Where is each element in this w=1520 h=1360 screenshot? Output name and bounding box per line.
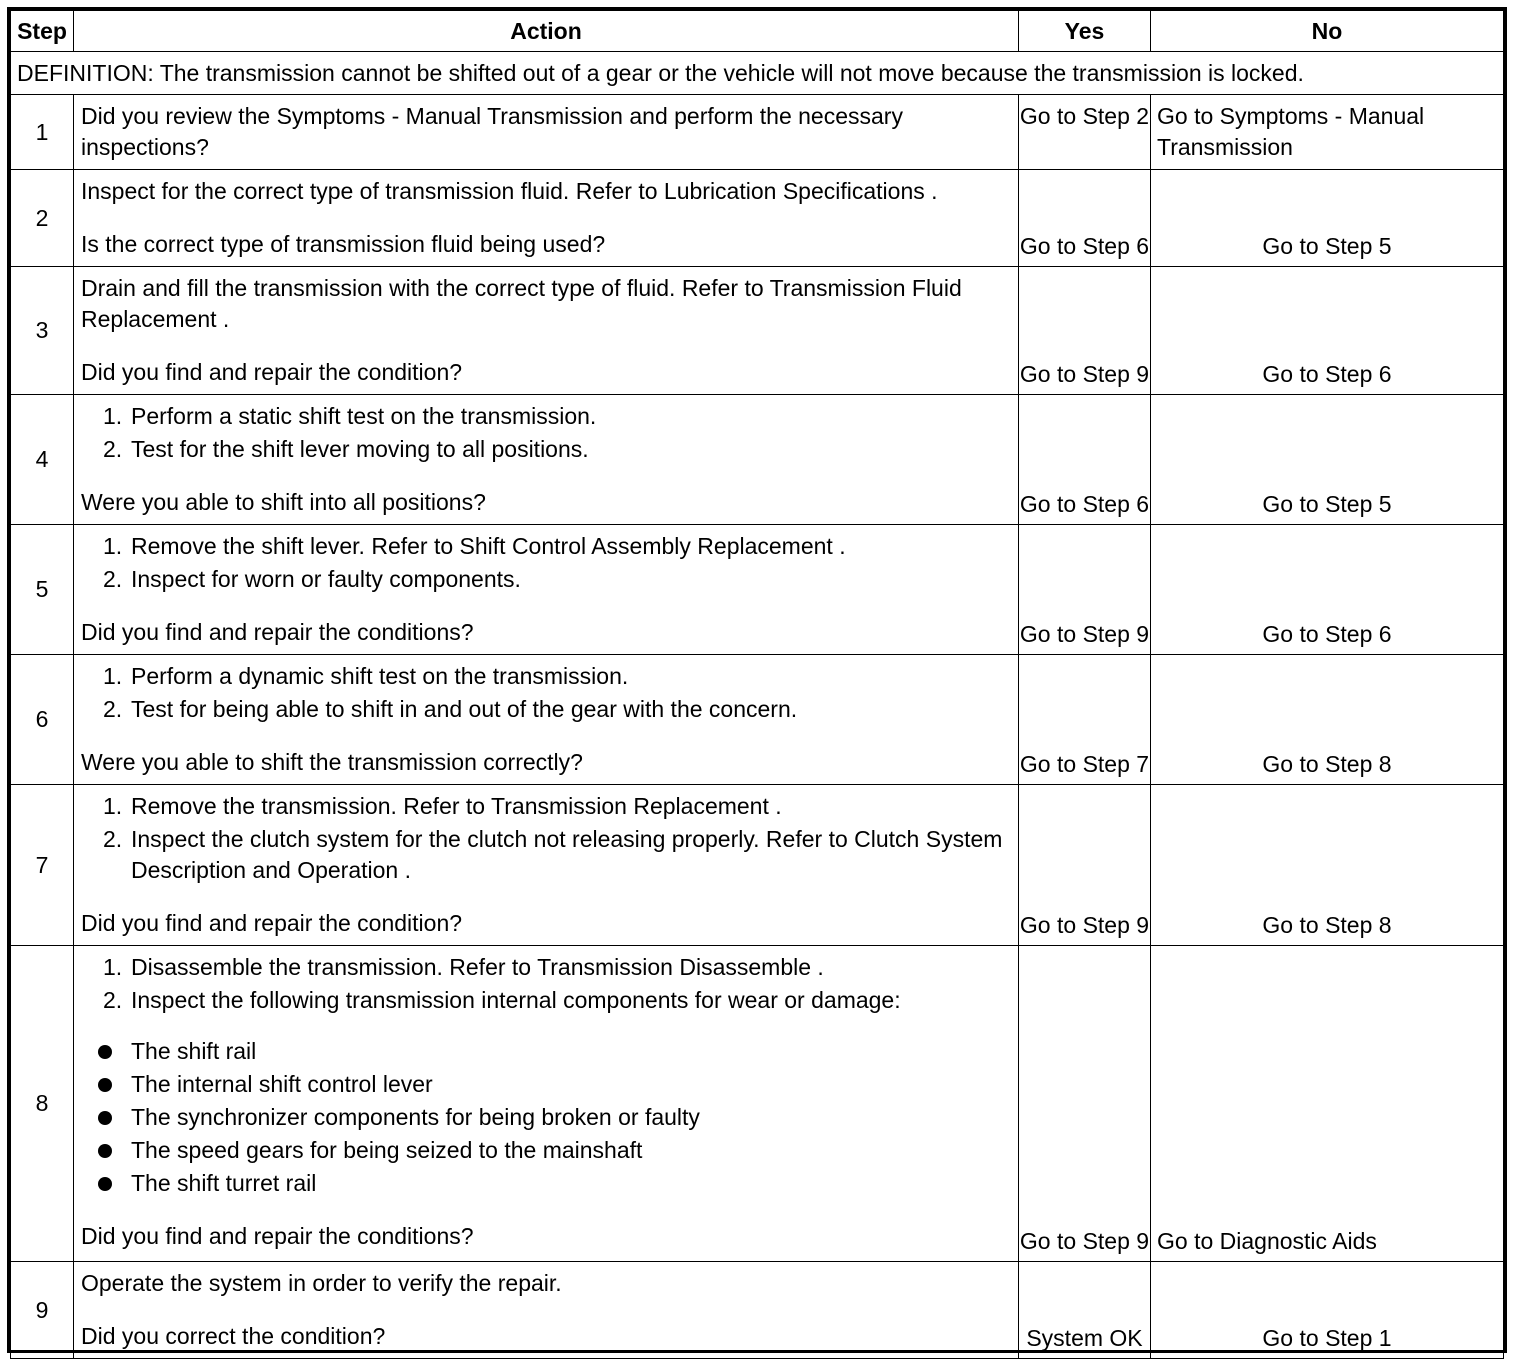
step-row-4 [11, 395, 1504, 525]
no-result: Go to Step 6 [1151, 267, 1504, 395]
yes-result: Go to Step 9 [1019, 525, 1151, 655]
action-question: Did you correct the condition? [81, 1323, 386, 1349]
bullet-icon [81, 1135, 131, 1166]
step-row-9 [11, 1262, 1504, 1359]
header-action: Action [74, 11, 1019, 52]
action-question: Did you find and repair the condition? [81, 910, 463, 936]
header-yes: Yes [1019, 11, 1151, 52]
yes-result: Go to Step 9 [1019, 946, 1151, 1262]
yes-result: Go to Step 9 [1019, 267, 1151, 395]
step-row-5 [11, 525, 1504, 655]
no-result: Go to Step 1 [1151, 1262, 1504, 1359]
list-item: 2. Test for being able to shift in and out of the gear with the concern. [103, 696, 798, 722]
step-row-8 [11, 946, 1504, 1262]
header-row [11, 11, 1504, 52]
step-row-3 [11, 267, 1504, 395]
step-action [74, 1262, 1019, 1359]
bullet-list [81, 1036, 1012, 1199]
definition-row [11, 52, 1504, 95]
step-action [74, 395, 1019, 525]
bullet-item: The synchronizer components for being broken or faulty [81, 1102, 1012, 1133]
action-question: Did you find and repair the conditions? [81, 1223, 474, 1249]
step-row-6 [11, 655, 1504, 785]
action-text: Inspect for the correct type of transmission fluid. Refer to Lubrication Specifications . [81, 178, 938, 204]
step-action [74, 655, 1019, 785]
step-number: 8 [11, 946, 74, 1262]
step-number: 6 [11, 655, 74, 785]
bullet-icon [81, 1168, 131, 1199]
step-number: 9 [11, 1262, 74, 1359]
no-result: Go to Diagnostic Aids [1151, 946, 1504, 1262]
step-number: 5 [11, 525, 74, 655]
bullet-item: The shift rail [81, 1036, 1012, 1067]
step-action [74, 170, 1019, 267]
list-item: 1. Disassemble the transmission. Refer to Transmission Disassemble . [103, 954, 824, 980]
step-action [74, 267, 1019, 395]
step-number: 4 [11, 395, 74, 525]
no-result: Go to Step 8 [1151, 655, 1504, 785]
list-item: 2. Inspect for worn or faulty components. [103, 566, 521, 592]
numbered-list [81, 661, 1012, 725]
diagnostic-table [10, 10, 1504, 1359]
action-text: Did you review the Symptoms - Manual Transmission and perform the necessary inspections? [81, 103, 903, 160]
step-number: 2 [11, 170, 74, 267]
step-number: 1 [11, 95, 74, 170]
header-no: No [1151, 11, 1504, 52]
step-number: 7 [11, 785, 74, 946]
list-item: 1. Remove the shift lever. Refer to Shift Control Assembly Replacement . [103, 533, 846, 559]
bullet-icon [81, 1069, 131, 1100]
no-result: Go to Step 8 [1151, 785, 1504, 946]
action-question: Did you find and repair the condition? [81, 359, 463, 385]
list-item: 1. Perform a static shift test on the transmission. [103, 403, 597, 429]
step-row-2 [11, 170, 1504, 267]
no-result: Go to Step 5 [1151, 170, 1504, 267]
yes-result: Go to Step 9 [1019, 785, 1151, 946]
action-text: Drain and fill the transmission with the correct type of fluid. Refer to Transmission Fluid Replacement . [81, 275, 962, 332]
list-item: 2. Test for the shift lever moving to all positions. [103, 436, 589, 462]
diagnostic-table-frame [7, 7, 1507, 1353]
bullet-icon [81, 1102, 131, 1133]
yes-result: Go to Step 7 [1019, 655, 1151, 785]
yes-result: Go to Step 6 [1019, 170, 1151, 267]
action-question: Is the correct type of transmission fluid being used? [81, 231, 606, 257]
step-action [74, 946, 1019, 1262]
list-item: 2. Inspect the following transmission internal components for wear or damage: [103, 987, 901, 1013]
action-question: Were you able to shift the transmission correctly? [81, 749, 583, 775]
step-action [74, 525, 1019, 655]
bullet-icon [81, 1036, 131, 1067]
action-text: Operate the system in order to verify the repair. [81, 1270, 562, 1296]
no-result: Go to Step 5 [1151, 395, 1504, 525]
list-item: 2. Inspect the clutch system for the clutch not releasing properly. Refer to Clutch System Description and Operation . [103, 826, 1003, 883]
step-row-7 [11, 785, 1504, 946]
action-question: Did you find and repair the conditions? [81, 619, 474, 645]
header-step: Step [11, 11, 74, 52]
yes-result: Go to Step 2 [1019, 95, 1151, 170]
numbered-list [81, 791, 1012, 886]
no-result: Go to Step 6 [1151, 525, 1504, 655]
bullet-item: The speed gears for being seized to the mainshaft [81, 1135, 1012, 1166]
step-row-1 [11, 95, 1504, 170]
step-number: 3 [11, 267, 74, 395]
definition-text: DEFINITION: The transmission cannot be shifted out of a gear or the vehicle will not move because the transmission is locked. [11, 52, 1504, 95]
numbered-list [81, 531, 1012, 595]
step-action [74, 95, 1019, 170]
yes-result: System OK [1019, 1262, 1151, 1359]
bullet-item: The shift turret rail [81, 1168, 1012, 1199]
yes-result: Go to Step 6 [1019, 395, 1151, 525]
list-item: 1. Remove the transmission. Refer to Transmission Replacement . [103, 793, 782, 819]
step-action [74, 785, 1019, 946]
numbered-list [81, 401, 1012, 465]
numbered-list [81, 952, 1012, 1016]
bullet-item: The internal shift control lever [81, 1069, 1012, 1100]
list-item: 1. Perform a dynamic shift test on the transmission. [103, 663, 629, 689]
action-question: Were you able to shift into all positions? [81, 489, 486, 515]
no-result: Go to Symptoms - Manual Transmission [1151, 95, 1504, 170]
